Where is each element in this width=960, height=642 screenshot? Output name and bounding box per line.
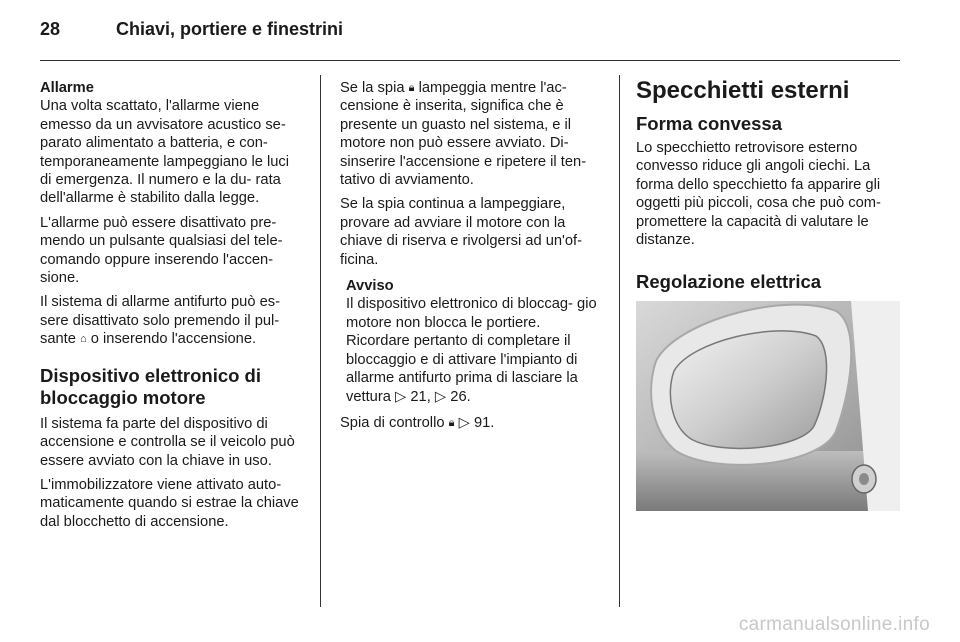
allarme-paragraph-1: Una volta scattato, l'allarme viene emesso da un avvisatore acustico se- parato alimentato a batteria, e con- temporaneamente lampeggiano le luci di emergenza. Il numero e la du- rata dell'allarme è stabilito dalla legge. — [40, 98, 290, 207]
mirror-adjustment-photo — [636, 301, 900, 511]
immobilizer-icon: 🔒︎ — [408, 82, 415, 94]
spia-paragraph-1 — [340, 79, 604, 189]
arrow-icon: ▷ — [395, 388, 407, 405]
immobilizer-icon: 🔒︎ — [448, 416, 455, 429]
watermark: carmanualsonline.info — [738, 614, 930, 635]
note-box — [340, 277, 604, 406]
convex-heading: Forma convessa — [636, 113, 783, 134]
arrow-icon: ▷ — [434, 388, 447, 405]
immobilizer-paragraph-2: L'immobilizzatore viene attivato auto- maticamente quando si estrae la chiave dal blocchetto di accensione. — [40, 476, 299, 530]
spia-paragraph-2: Se la spia continua a lampeggiare, provare ad avviare il motore con la chiave di riserva e rivolgersi ad un'of- ficina. — [340, 196, 582, 268]
page-header — [40, 19, 343, 40]
note-text — [346, 295, 604, 405]
header-rule — [40, 60, 900, 61]
allarme-paragraph-2: L'allarme può essere disattivato pre- mendo un pulsante qualsiasi del tele- comando oppure inserendo l'accen- sione. — [40, 214, 283, 287]
allarme-heading: Allarme — [40, 80, 94, 96]
mirrors-heading: Specchietti esterni — [636, 77, 850, 104]
column-divider-2 — [619, 75, 620, 607]
note-ref-1[interactable]: 21, — [410, 388, 431, 405]
page-title: Chiavi, portiere e finestrini — [116, 19, 344, 39]
note-heading: Avviso — [346, 278, 394, 295]
immobilizer-paragraph-1: Il sistema fa parte del dispositivo di accensione e controlla se il veicolo può essere avviato con la chiave in uso. — [40, 415, 295, 469]
arrow-icon: ▷ — [458, 414, 470, 431]
spia-p1-text-b: lampeggia mentre l'ac- censione è inserita, significa che è presente un guasto nel sistema, e il motore non può essere avviato. Di- sinserire l'accensione e ripetere il ten- tativo di avviamento. — [340, 80, 587, 189]
spia-paragraph-3 — [340, 414, 604, 432]
allarme-paragraph-3 — [40, 293, 304, 348]
lock-button-icon: ⌂ — [80, 333, 87, 346]
column-2 — [340, 79, 604, 438]
allarme-p3-text-b: o inserendo l'accensione. — [90, 331, 257, 348]
column-divider-1 — [320, 75, 321, 607]
note-ref-2[interactable]: 26. — [450, 388, 471, 405]
convex-paragraph: Lo specchietto retrovisore esterno convesso riduce gli angoli ciechi. La forma dello specchietto fa apparire gli oggetti più piccoli, cosa che può com- promettere la capacità di valutare le distanze. — [636, 140, 881, 249]
allarme-p3-text-a: Il sistema di allarme antifurto può es- sere disattivato solo premendo il pul- sante — [40, 294, 280, 348]
spia-p1-text-a: Se la spia — [340, 80, 405, 96]
column-1 — [40, 79, 304, 537]
page-number: 28 — [40, 19, 61, 39]
spia-ref[interactable]: 91. — [473, 414, 495, 431]
spia-p3-text: Spia di controllo — [340, 414, 445, 431]
column-3 — [636, 79, 900, 511]
electric-heading: Regolazione elettrica — [636, 271, 822, 293]
note-body: Il dispositivo elettronico di bloccag- gio motore non blocca le portiere. Ricordare pertanto di completare il bloccaggio e di attivare l'impianto di allarme antifurto prima di lasciare la vettura — [346, 296, 597, 405]
immobilizer-heading: Dispositivo elettronico di bloccaggio motore — [40, 364, 261, 408]
